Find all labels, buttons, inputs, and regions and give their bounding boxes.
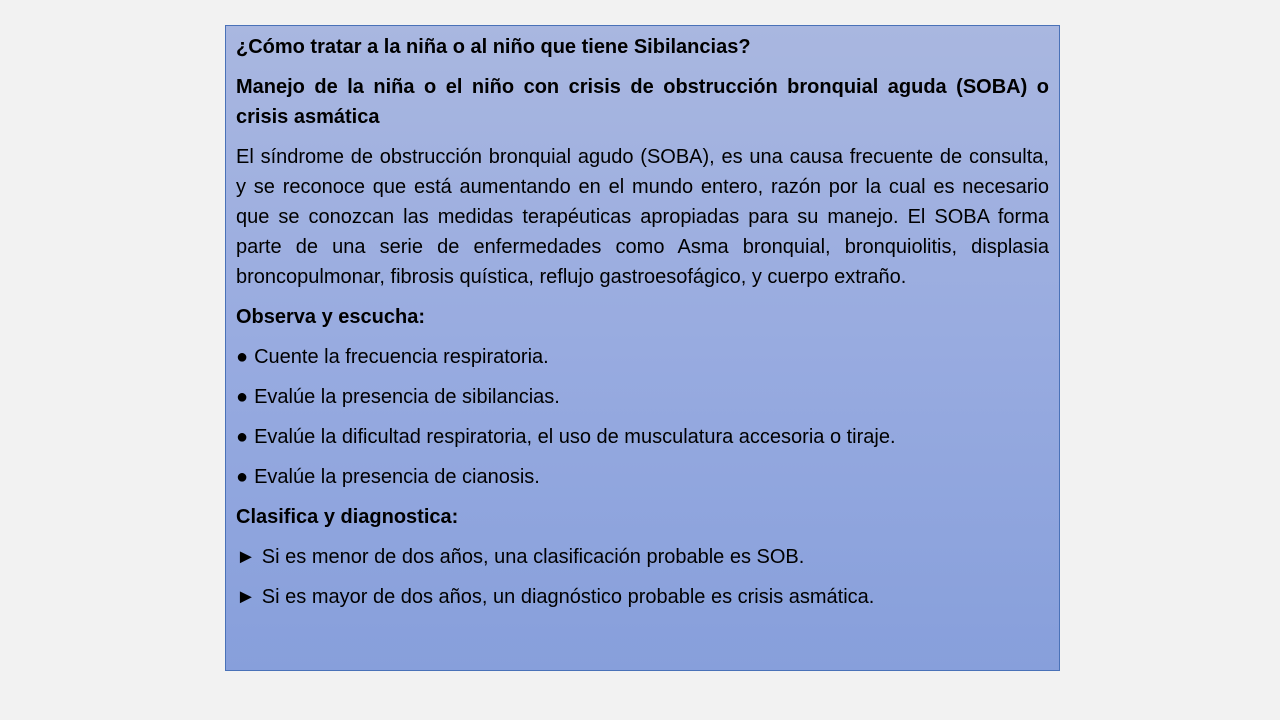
observe-item xyxy=(236,422,1049,452)
observe-item-text: Cuente la frecuencia respiratoria. xyxy=(254,346,549,368)
observe-item-text: Evalúe la presencia de sibilancias. xyxy=(254,386,560,408)
bullet-dot-icon: ● xyxy=(236,426,249,448)
observe-heading: Observa y escucha: xyxy=(236,306,425,328)
classify-item xyxy=(236,542,1049,572)
classify-item-text: Si es mayor de dos años, un diagnóstico probable es crisis asmática. xyxy=(261,586,875,608)
observe-item xyxy=(236,462,1049,492)
classify-heading: Clasifica y diagnostica: xyxy=(236,506,459,528)
intro-paragraph: El síndrome de obstrucción bronquial agudo (SOBA), es una causa frecuente de consulta, y se reconoce que está aumentando en el mundo entero, razón por la cual es necesario que se conozcan las medidas terapéuticas apropiadas para su manejo. El SOBA forma parte de una serie de enfermedades como Asma bronquial, bronquiolitis, displasia broncopulmonar, fibrosis quística, reflujo gastroesofágico, y cuerpo extraño. xyxy=(236,146,1049,288)
bullet-dot-icon: ● xyxy=(236,466,249,488)
slide-title: ¿Cómo tratar a la niña o al niño que tiene Sibilancias? xyxy=(236,36,751,58)
observe-item xyxy=(236,342,1049,372)
arrow-right-icon: ► xyxy=(236,586,256,608)
observe-item xyxy=(236,382,1049,412)
classify-item-text: Si es menor de dos años, una clasificación probable es SOB. xyxy=(261,546,805,568)
observe-item-text: Evalúe la presencia de cianosis. xyxy=(254,466,540,488)
slide-subtitle: Manejo de la niña o el niño con crisis de obstrucción bronquial aguda (SOBA) o crisis asmática xyxy=(236,76,1049,128)
arrow-right-icon: ► xyxy=(236,546,256,568)
bullet-dot-icon: ● xyxy=(236,346,249,368)
classify-item xyxy=(236,582,1049,612)
observe-item-text: Evalúe la dificultad respiratoria, el uso de musculatura accesoria o tiraje. xyxy=(254,426,896,448)
bullet-dot-icon: ● xyxy=(236,386,249,408)
slide-text-box xyxy=(225,25,1060,671)
